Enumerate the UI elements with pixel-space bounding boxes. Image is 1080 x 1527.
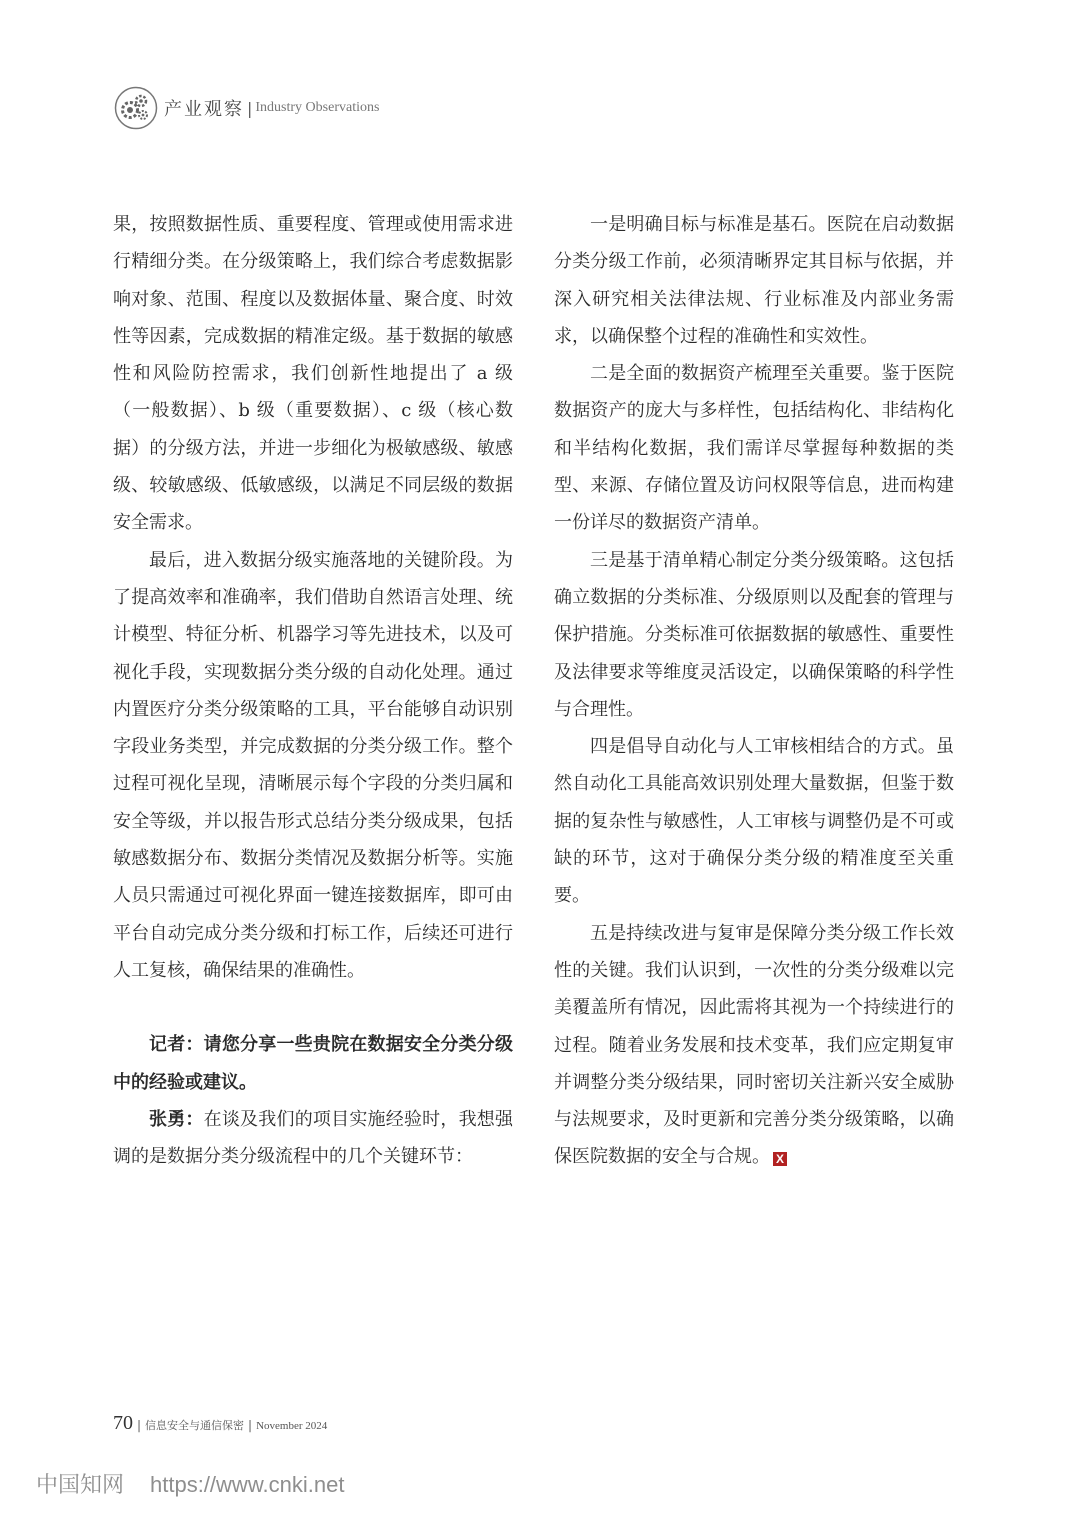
paragraph: 一是明确目标与标准是基石。医院在启动数据分类分级工作前，必须清晰界定其目标与依据，并深入研究相关法律法规、行业标准及内部业务需求，以确保整个过程的准确性和实效性。 xyxy=(554,214,954,347)
footer-separator: | xyxy=(137,1418,142,1432)
paragraph-last xyxy=(554,915,954,1176)
left-column xyxy=(113,206,513,1175)
journal-name: 信息安全与通信保密 xyxy=(145,1419,245,1432)
header-separator: | xyxy=(247,98,253,118)
end-of-article-icon: X xyxy=(773,1152,787,1166)
gear-cluster-icon xyxy=(114,86,158,130)
paragraph-text: 五是持续改进与复审是保障分类分级工作长效性的关键。我们认识到，一次性的分类分级难以完美覆盖所有情况，因此需将其视为一个持续进行的过程。随着业务发展和技术变革，我们应定期复审并调整分类分级结果，同时密切关注新兴安全威胁与法规要求，及时更新和完善分类分级策略，以确保医院数据的安全与合规。 xyxy=(554,922,954,1168)
footer-separator: | xyxy=(248,1418,253,1432)
answer-text: 在谈及我们的项目实施经验时，我想强调的是数据分类分级流程中的几个关键环节： xyxy=(113,1108,514,1168)
page-number: 70 xyxy=(113,1412,133,1434)
paragraph: 三是基于清单精心制定分类分级策略。这包括确立数据的分类标准、分级原则以及配套的管理与保护措施。分类标准可依据数据的敏感性、重要性及法律要求等维度灵活设定，以确保策略的科学性与合理性。 xyxy=(554,549,954,720)
watermark-url: https://www.cnki.net xyxy=(150,1472,345,1497)
interview-question: 记者：请您分享一些贵院在数据安全分类分级中的经验或建议。 xyxy=(113,1034,513,1093)
right-column xyxy=(554,206,954,1176)
paragraph: 四是倡导自动化与人工审核相结合的方式。虽然自动化工具能高效识别处理大量数据，但鉴于数据的复杂性与敏感性，人工审核与调整仍是不可或缺的环节，这对于确保分类分级的精准度至关重要。 xyxy=(554,736,954,907)
paragraph: 二是全面的数据资产梳理至关重要。鉴于医院数据资产的庞大与多样性，包括结构化、非结构化和半结构化数据，我们需详尽掌握每种数据的类型、来源、存储位置及访问权限等信息，进而构建一份详尽的数据资产清单。 xyxy=(554,363,954,534)
cnki-watermark xyxy=(36,1468,344,1499)
paragraph: 最后，进入数据分级实施落地的关键阶段。为了提高效率和准确率，我们借助自然语言处理、统计模型、特征分析、机器学习等先进技术，以及可视化手段，实现数据分类分级的自动化处理。通过内置医疗分类分级策略的工具，平台能够自动识别字段业务类型，并完成数据的分类分级工作。整个过程可视化呈现，清晰展示每个字段的分类归属和安全等级，并以报告形式总结分类分级成果，包括敏感数据分布、数据分类情况及数据分析等。实施人员只需通过可视化界面一键连接数据库，即可由平台自动完成分类分级和打标工作，后续还可进行人工复核，确保结果的准确性。 xyxy=(113,549,513,981)
page-footer xyxy=(113,1412,327,1435)
issue-date: November 2024 xyxy=(256,1420,328,1432)
section-title-cn: 产业观察 xyxy=(164,99,244,120)
paragraph: 果，按照数据性质、重要程度、管理或使用需求进行精细分类。在分级策略上，我们综合考虑数据影响对象、范围、程度以及数据体量、聚合度、时效性等因素，完成数据的精准定级。基于数据的敏感性和风险防控需求，我们创新性地提出了 a 级（一般数据）、b 级（重要数据）、c 级（核心数据）的分级方法，并进一步细化为极敏感级、敏感级、较敏感级、低敏感级，以满足不同层级的数据安全需求。 xyxy=(113,214,513,534)
answer-speaker: 张勇： xyxy=(149,1108,204,1130)
section-title-en: Industry Observations xyxy=(255,100,380,115)
interview-answer xyxy=(113,1101,513,1176)
running-header xyxy=(114,86,379,130)
watermark-brand: 中国知网 xyxy=(36,1473,125,1498)
